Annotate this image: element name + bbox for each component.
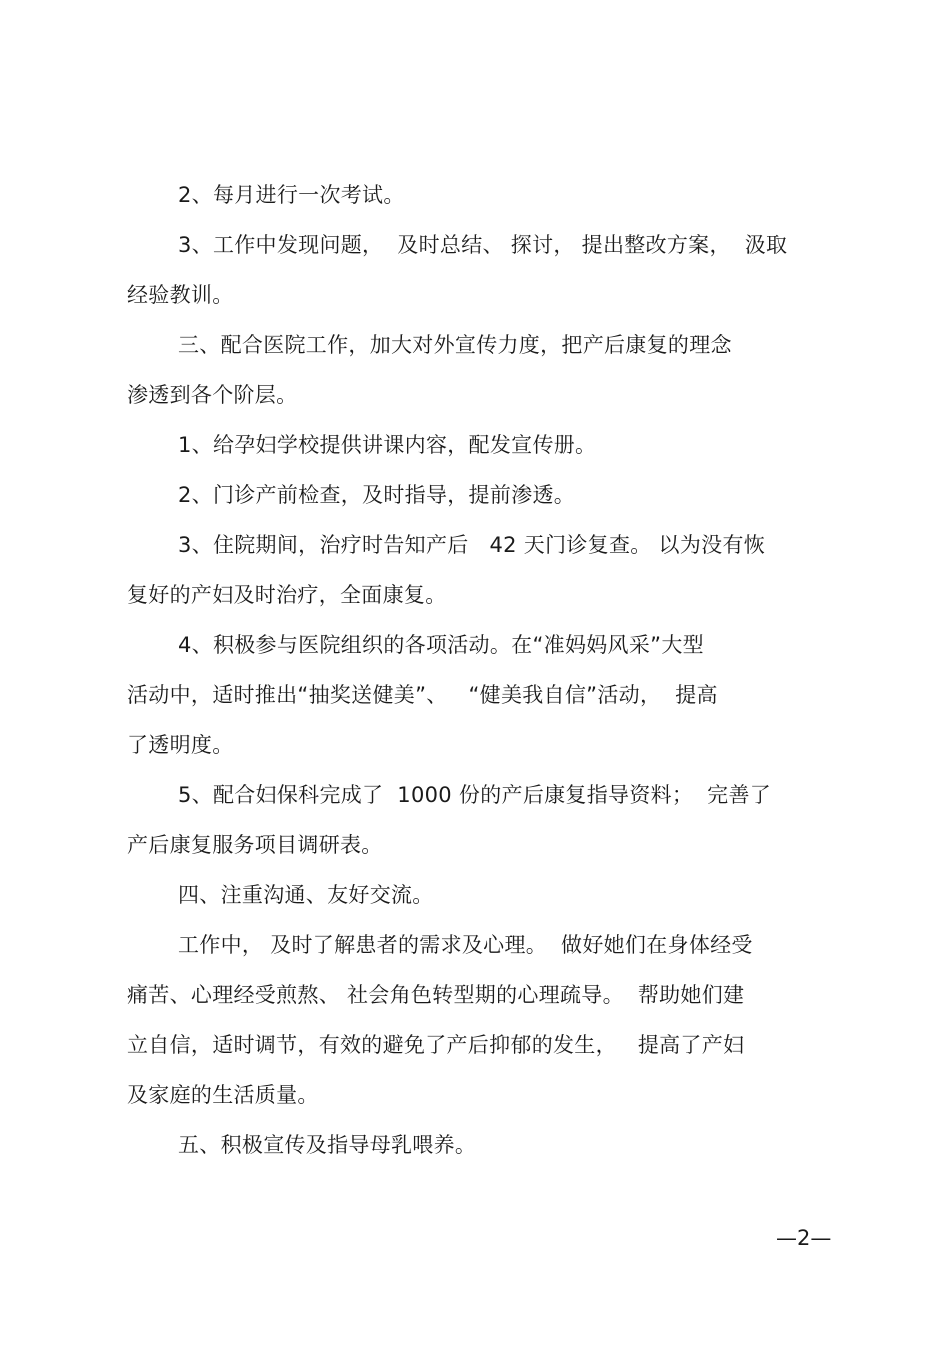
text-line: 3、住院期间，治疗时告知产后 42 天门诊复查。 以为没有恢: [178, 533, 766, 557]
section-heading: 四、注重沟通、友好交流。: [178, 883, 434, 907]
text-line: 4、积极参与医院组织的各项活动。在“准妈妈风采”大型: [178, 633, 704, 657]
text-line: 2、门诊产前检查，及时指导，提前渗透。: [178, 483, 576, 507]
text-line: 活动中，适时推出“抽奖送健美”、 “健美我自信”活动， 提高: [127, 683, 718, 707]
text-line: 了透明度。: [127, 733, 234, 757]
page-number: —2—: [776, 1226, 832, 1250]
text-line: 复好的产妇及时治疗，全面康复。: [127, 583, 447, 607]
text-line: 渗透到各个阶层。: [127, 383, 298, 407]
text-line: 1、给孕妇学校提供讲课内容，配发宣传册。: [178, 433, 597, 457]
text-line: 经验教训。: [127, 283, 234, 307]
text-line: 产后康复服务项目调研表。: [127, 833, 383, 857]
text-line: 3、工作中发现问题， 及时总结、 探讨， 提出整改方案， 汲取: [178, 233, 788, 257]
text-line: 痛苦、心理经受煎熬、 社会角色转型期的心理疏导。 帮助她们建: [127, 983, 745, 1007]
text-line: 5、配合妇保科完成了 1000 份的产后康复指导资料； 完善了: [178, 783, 772, 807]
text-line: 立自信，适时调节，有效的避免了产后抑郁的发生， 提高了产妇: [127, 1033, 745, 1057]
section-heading: 三、配合医院工作，加大对外宣传力度，把产后康复的理念: [178, 333, 732, 357]
section-heading: 五、积极宣传及指导母乳喂养。: [178, 1133, 477, 1157]
text-line: 工作中， 及时了解患者的需求及心理。 做好她们在身体经受: [178, 933, 753, 957]
text-line: 及家庭的生活质量。: [127, 1083, 319, 1107]
text-line: 2、每月进行一次考试。: [178, 183, 405, 207]
